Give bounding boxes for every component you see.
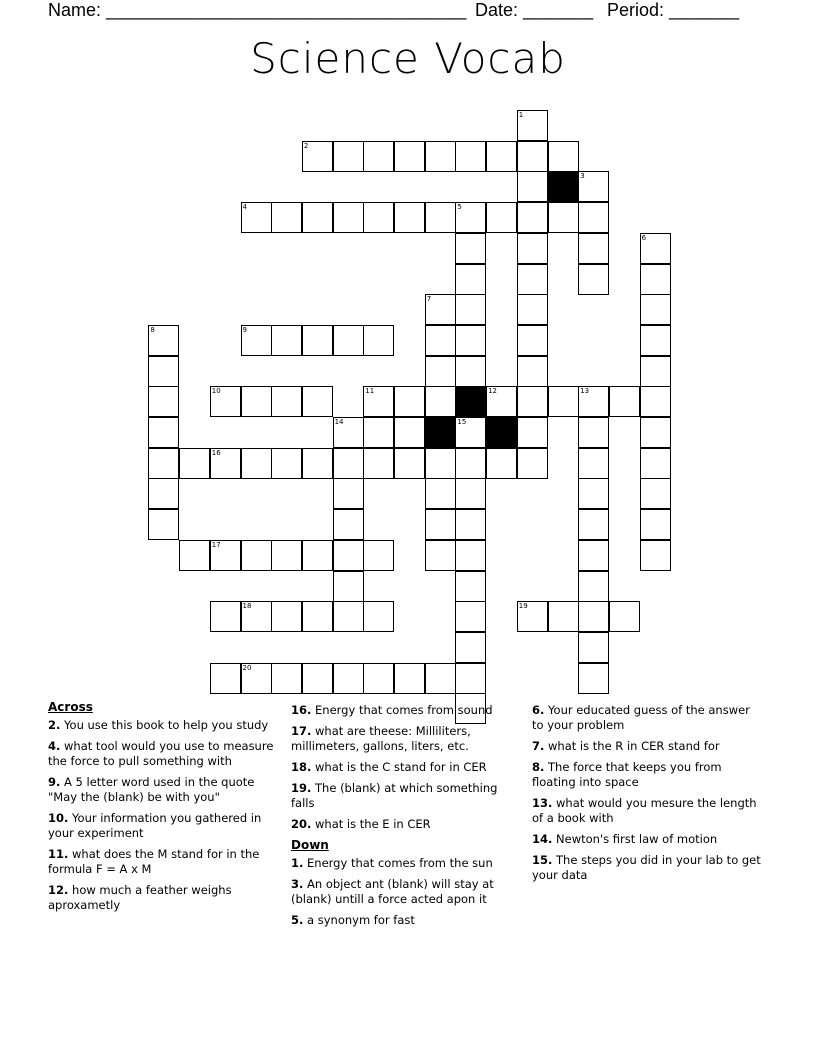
clue-num: 18. — [291, 760, 312, 774]
clue — [291, 856, 523, 871]
grid-cell[interactable] — [517, 325, 548, 356]
grid-cell[interactable] — [640, 264, 671, 295]
clue-num: 10. — [48, 811, 69, 825]
across-heading: Across — [48, 700, 93, 714]
clue-number: 18 — [242, 602, 252, 611]
clue — [291, 877, 523, 907]
grid-cell[interactable] — [148, 356, 179, 387]
clue — [48, 718, 280, 733]
grid-cell[interactable] — [455, 417, 486, 448]
clue-number: 4 — [242, 203, 247, 212]
grid-cell[interactable] — [455, 356, 486, 387]
grid-cell[interactable] — [394, 141, 425, 172]
grid-cell[interactable] — [455, 141, 486, 172]
grid-cell[interactable] — [455, 509, 486, 540]
grid-cell[interactable] — [271, 448, 302, 479]
grid-cell[interactable] — [210, 540, 241, 571]
clue-num: 14. — [532, 832, 553, 846]
clue-number: 16 — [211, 448, 221, 457]
clue — [291, 724, 523, 754]
clue-text: The steps you did in your lab to get your data — [532, 853, 761, 882]
clue — [291, 781, 523, 811]
clue-number: 1 — [518, 111, 524, 119]
grid-cell[interactable] — [517, 141, 548, 172]
grid-cell[interactable] — [578, 571, 609, 602]
period-field[interactable]: Period: _______ — [607, 0, 740, 20]
clue-text: what does the M stand for in the formula F = A x M — [48, 847, 260, 876]
grid-cell[interactable] — [455, 540, 486, 571]
clue-num: 13. — [532, 796, 553, 810]
clue-text: a synonym for fast — [303, 913, 415, 927]
clue — [291, 703, 523, 718]
clue-number: 13 — [580, 387, 590, 396]
clue-number: 17 — [211, 540, 221, 549]
clue-num: 2. — [48, 718, 61, 732]
clue-text: Newton's first law of motion — [552, 832, 718, 846]
grid-cell[interactable] — [271, 601, 302, 632]
grid-cell[interactable] — [425, 663, 456, 694]
grid-cell[interactable] — [640, 325, 671, 356]
grid-cell[interactable] — [578, 264, 609, 295]
down-heading: Down — [291, 838, 329, 852]
grid-cell[interactable] — [455, 478, 486, 509]
grid-cell[interactable] — [548, 386, 579, 417]
clue — [291, 817, 523, 832]
grid-cell[interactable] — [578, 202, 609, 233]
grid-cell[interactable] — [333, 141, 364, 172]
grid-cell[interactable] — [425, 356, 456, 387]
clue-text: Energy that comes from the sun — [303, 856, 493, 870]
grid-cell[interactable] — [425, 386, 456, 417]
clue-num: 9. — [48, 775, 61, 789]
grid-cell[interactable] — [363, 386, 394, 417]
grid-cell[interactable] — [179, 448, 210, 479]
grid-cell[interactable] — [640, 294, 671, 325]
clue-num: 12. — [48, 883, 69, 897]
grid-cell[interactable] — [578, 233, 609, 264]
grid-cell[interactable] — [302, 540, 333, 571]
grid-cell[interactable] — [148, 509, 179, 540]
grid-cell[interactable] — [640, 417, 671, 448]
grid-cell[interactable] — [425, 478, 456, 509]
grid-cell[interactable] — [271, 325, 302, 356]
clue-number: 12 — [488, 387, 498, 396]
clue-num: 15. — [532, 853, 553, 867]
grid-cell[interactable] — [302, 386, 333, 417]
clue-text: You use this book to help you study — [60, 718, 269, 732]
clue-num: 3. — [291, 877, 304, 891]
grid-cell[interactable] — [302, 325, 333, 356]
grid-cell[interactable] — [578, 171, 609, 202]
clue-num: 16. — [291, 703, 312, 717]
grid-cell[interactable] — [517, 448, 548, 479]
grid-cell[interactable] — [455, 233, 486, 264]
clues-column-2 — [291, 703, 523, 934]
grid-cell[interactable] — [486, 386, 517, 417]
page-title: Science Vocab — [250, 34, 566, 83]
clue-number: 11 — [365, 387, 375, 396]
clue-num: 19. — [291, 781, 312, 795]
grid-cell[interactable] — [148, 386, 179, 417]
clues-column-1 — [48, 700, 280, 919]
grid-cell[interactable] — [148, 417, 179, 448]
grid-cell[interactable] — [578, 663, 609, 694]
grid-cell[interactable] — [517, 264, 548, 295]
grid-cell[interactable] — [333, 325, 364, 356]
grid-cell[interactable] — [394, 663, 425, 694]
grid-cell[interactable] — [578, 509, 609, 540]
date-field[interactable]: Date: _______ — [475, 0, 594, 20]
clue — [48, 775, 280, 805]
clue-text: The force that keeps you from floating into space — [532, 760, 722, 789]
grid-cell[interactable] — [455, 294, 486, 325]
clue-num: 17. — [291, 724, 312, 738]
grid-cell[interactable] — [517, 356, 548, 387]
grid-cell[interactable] — [333, 478, 364, 509]
clues-column-3 — [532, 703, 764, 889]
clue-number: 14 — [334, 418, 344, 426]
clue-num: 1. — [291, 856, 304, 870]
grid-cell[interactable] — [517, 110, 548, 141]
grid-cell[interactable] — [517, 386, 548, 417]
grid-cell[interactable] — [640, 509, 671, 540]
grid-cell[interactable] — [210, 601, 241, 632]
clue-text: The (blank) at which something falls — [291, 781, 498, 810]
clue — [48, 883, 280, 913]
grid-cell[interactable] — [578, 448, 609, 479]
grid-cell[interactable] — [241, 202, 272, 233]
grid-cell[interactable] — [486, 448, 517, 479]
grid-cell[interactable] — [425, 540, 456, 571]
grid-cell[interactable] — [578, 478, 609, 509]
grid-cell[interactable] — [271, 663, 302, 694]
grid-cell[interactable] — [241, 540, 272, 571]
grid-cell[interactable] — [578, 601, 609, 632]
grid-cell[interactable] — [333, 571, 364, 602]
black-cell — [425, 417, 456, 448]
clue-num: 20. — [291, 817, 312, 831]
clue-number: 15 — [457, 418, 467, 426]
grid-cell[interactable] — [333, 540, 364, 571]
clue — [48, 811, 280, 841]
grid-cell[interactable] — [302, 202, 333, 233]
grid-cell[interactable] — [302, 448, 333, 479]
clue-text: what are theese: Milliliters, millimeters, gallons, liters, etc. — [291, 724, 471, 753]
grid-cell[interactable] — [578, 386, 609, 417]
grid-cell[interactable] — [455, 632, 486, 663]
grid-cell[interactable] — [363, 540, 394, 571]
grid-cell[interactable] — [394, 202, 425, 233]
clue-text: A 5 letter word used in the quote "May the (blank) be with you" — [48, 775, 255, 804]
grid-cell[interactable] — [455, 448, 486, 479]
grid-cell[interactable] — [517, 233, 548, 264]
grid-cell[interactable] — [333, 663, 364, 694]
grid-cell[interactable] — [517, 171, 548, 202]
grid-cell[interactable] — [333, 202, 364, 233]
grid-cell[interactable] — [241, 325, 272, 356]
grid-cell[interactable] — [333, 601, 364, 632]
grid-cell[interactable] — [363, 663, 394, 694]
grid-cell[interactable] — [241, 601, 272, 632]
grid-cell[interactable] — [548, 601, 579, 632]
grid-cell[interactable] — [455, 601, 486, 632]
grid-cell[interactable] — [486, 202, 517, 233]
grid-cell[interactable] — [148, 478, 179, 509]
clue-text: what is the R in CER stand for — [544, 739, 720, 753]
clue-text: what is the E in CER — [311, 817, 431, 831]
grid-cell[interactable] — [394, 417, 425, 448]
clue — [532, 832, 764, 847]
clue — [532, 760, 764, 790]
grid-cell[interactable] — [517, 601, 548, 632]
clue-number: 7 — [426, 295, 432, 304]
grid-cell[interactable] — [241, 448, 272, 479]
grid-cell[interactable] — [517, 202, 548, 233]
clue-text: what would you mesure the length of a book with — [532, 796, 757, 825]
grid-cell[interactable] — [425, 448, 456, 479]
clue-num: 8. — [532, 760, 545, 774]
clue-num: 4. — [48, 739, 61, 753]
grid-cell[interactable] — [640, 356, 671, 387]
grid-cell[interactable] — [517, 294, 548, 325]
grid-cell[interactable] — [271, 202, 302, 233]
clue — [291, 913, 523, 928]
grid-cell[interactable] — [455, 571, 486, 602]
clue-num: 5. — [291, 913, 304, 927]
name-field[interactable]: Name: ____________________________________ — [48, 0, 467, 20]
clue-number: 6 — [641, 233, 647, 242]
grid-cell[interactable] — [609, 386, 640, 417]
grid-cell[interactable] — [363, 448, 394, 479]
clue-text: what is the C stand for in CER — [311, 760, 487, 774]
grid-cell[interactable] — [425, 509, 456, 540]
grid-cell[interactable] — [333, 417, 364, 448]
clue — [48, 847, 280, 877]
grid-cell[interactable] — [609, 601, 640, 632]
clue — [532, 739, 764, 754]
grid-cell[interactable] — [210, 663, 241, 694]
grid-cell[interactable] — [302, 663, 333, 694]
clue — [532, 703, 764, 733]
clue-text: Energy that comes from sound — [311, 703, 493, 717]
clue-number: 10 — [211, 387, 221, 396]
grid-cell[interactable] — [425, 325, 456, 356]
grid-cell[interactable] — [363, 417, 394, 448]
grid-cell[interactable] — [363, 202, 394, 233]
grid-cell[interactable] — [548, 202, 579, 233]
black-cell — [548, 171, 579, 202]
grid-cell[interactable] — [333, 509, 364, 540]
clue-text: An object ant (blank) will stay at (blank) untill a force acted apon it — [291, 877, 494, 906]
clue-number: 19 — [518, 602, 528, 611]
clue-number: 5 — [457, 203, 462, 212]
header — [0, 0, 816, 24]
grid-cell[interactable] — [578, 540, 609, 571]
clue-number: 2 — [303, 141, 309, 150]
grid-cell[interactable] — [363, 601, 394, 632]
grid-cell[interactable] — [425, 202, 456, 233]
clue-num: 6. — [532, 703, 545, 717]
grid-cell[interactable] — [210, 448, 241, 479]
grid-cell[interactable] — [425, 141, 456, 172]
clue-text: what tool would you use to measure the force to pull something with — [48, 739, 274, 768]
grid-cell[interactable] — [271, 540, 302, 571]
clue — [532, 853, 764, 883]
grid-cell[interactable] — [455, 202, 486, 233]
grid-cell[interactable] — [455, 325, 486, 356]
grid-cell[interactable] — [394, 386, 425, 417]
clue — [532, 796, 764, 826]
grid-cell[interactable] — [148, 325, 179, 356]
grid-cell[interactable] — [179, 540, 210, 571]
grid-cell[interactable] — [302, 601, 333, 632]
grid-cell[interactable] — [455, 264, 486, 295]
clue — [48, 739, 280, 769]
grid-cell[interactable] — [640, 540, 671, 571]
black-cell — [455, 386, 486, 417]
grid-cell[interactable] — [640, 386, 671, 417]
grid-cell[interactable] — [548, 141, 579, 172]
grid-cell[interactable] — [241, 663, 272, 694]
clue-num: 11. — [48, 847, 69, 861]
clue — [291, 760, 523, 775]
grid-cell[interactable] — [578, 417, 609, 448]
grid-cell[interactable] — [425, 294, 456, 325]
grid-cell[interactable] — [241, 386, 272, 417]
clue-num: 7. — [532, 739, 545, 753]
black-cell — [486, 417, 517, 448]
clue-text: Your information you gathered in your experiment — [48, 811, 262, 840]
grid-cell[interactable] — [148, 448, 179, 479]
clue-number: 20 — [242, 663, 252, 672]
grid-cell[interactable] — [333, 448, 364, 479]
grid-cell[interactable] — [210, 386, 241, 417]
grid-cell[interactable] — [394, 448, 425, 479]
clue-number: 9 — [242, 325, 247, 334]
clue-number: 3 — [580, 172, 585, 181]
clue-text: Your educated guess of the answer to your problem — [532, 703, 750, 732]
grid-cell[interactable] — [517, 417, 548, 448]
grid-cell[interactable] — [640, 478, 671, 509]
grid-cell[interactable] — [578, 632, 609, 663]
grid-cell[interactable] — [455, 663, 486, 694]
clue-text: how much a feather weighs aproxametly — [48, 883, 232, 912]
grid-cell[interactable] — [486, 141, 517, 172]
grid-cell[interactable] — [640, 448, 671, 479]
grid-cell[interactable] — [302, 141, 333, 172]
grid-cell[interactable] — [640, 233, 671, 264]
grid-cell[interactable] — [271, 386, 302, 417]
grid-cell[interactable] — [363, 325, 394, 356]
grid-cell[interactable] — [363, 141, 394, 172]
clue-number: 8 — [150, 325, 155, 334]
